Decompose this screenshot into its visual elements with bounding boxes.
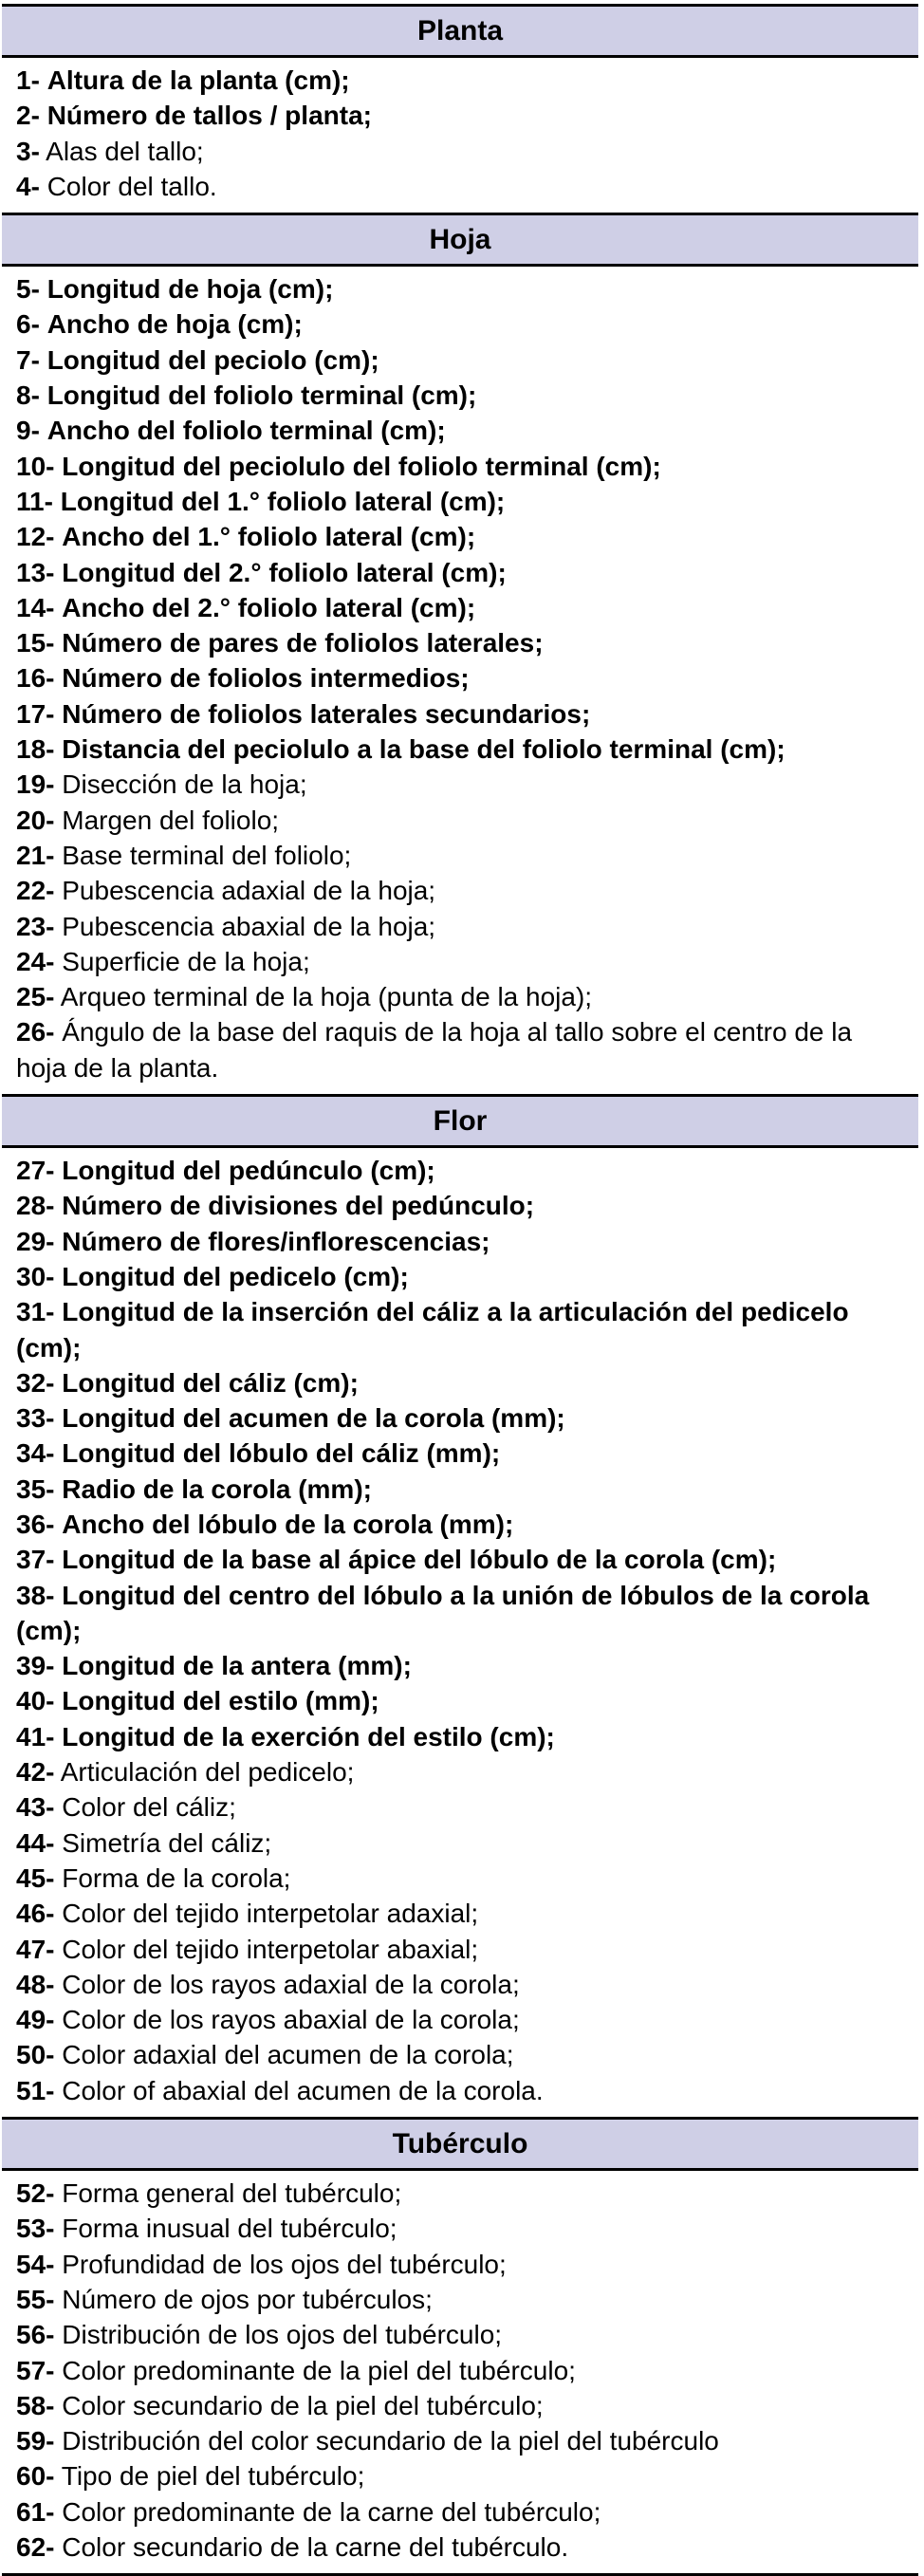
item-number: 61- bbox=[16, 2496, 55, 2527]
item-text: Superficie de la hoja; bbox=[62, 946, 310, 976]
item-number: 53- bbox=[16, 2214, 55, 2244]
item-number: 49- bbox=[16, 2005, 55, 2035]
list-item bbox=[16, 306, 918, 342]
item-text: Longitud del pedicelo (cm); bbox=[62, 1261, 409, 1291]
list-item bbox=[16, 1648, 918, 1683]
item-number: 26- bbox=[16, 1017, 55, 1047]
item-list bbox=[2, 1148, 918, 2117]
list-item bbox=[16, 1825, 918, 1861]
list-item bbox=[16, 555, 918, 590]
item-text: Articulación del pedicelo; bbox=[60, 1757, 355, 1788]
list-item bbox=[16, 1719, 918, 1754]
list-item bbox=[16, 660, 918, 695]
item-text: Número de divisiones del pedúnculo; bbox=[62, 1191, 535, 1221]
item-text: Forma general del tubérculo; bbox=[62, 2178, 402, 2209]
item-text: Ancho del foliolo terminal (cm); bbox=[46, 416, 446, 446]
item-text: Longitud del 1.° foliolo lateral (cm); bbox=[60, 486, 506, 516]
list-item bbox=[16, 838, 918, 873]
list-item bbox=[16, 909, 918, 944]
item-text: Altura de la planta (cm); bbox=[46, 65, 350, 95]
section-tubérculo bbox=[2, 2117, 918, 2573]
list-item bbox=[16, 2317, 918, 2352]
list-item bbox=[16, 2530, 918, 2565]
item-number: 38- bbox=[16, 1580, 55, 1610]
item-number: 58- bbox=[16, 2390, 55, 2420]
item-number: 14- bbox=[16, 592, 55, 622]
item-text: Distancia del peciolulo a la base del foliolo terminal (cm); bbox=[62, 734, 785, 765]
item-text: Color de los rayos adaxial de la corola; bbox=[62, 1969, 520, 1999]
item-number: 28- bbox=[16, 1191, 55, 1221]
item-number: 24- bbox=[16, 946, 55, 976]
item-text: Color predominante de la piel del tubérculo; bbox=[62, 2355, 576, 2385]
item-text: Longitud de la inserción del cáliz a la articulación del pedicelo (cm); bbox=[16, 1297, 849, 1362]
item-number: 5- bbox=[16, 274, 40, 305]
item-number: 11- bbox=[16, 486, 53, 516]
list-item bbox=[16, 2423, 918, 2458]
item-text: Color del cáliz; bbox=[62, 1792, 236, 1823]
item-text: Longitud del peciolulo del foliolo terminal (cm); bbox=[62, 451, 661, 481]
item-text: Margen del foliolo; bbox=[62, 805, 280, 835]
list-item bbox=[16, 2176, 918, 2211]
item-text: Longitud del cáliz (cm); bbox=[62, 1367, 359, 1398]
item-text: Ancho de hoja (cm); bbox=[46, 309, 303, 340]
list-item bbox=[16, 873, 918, 908]
list-item bbox=[16, 378, 918, 413]
item-number: 17- bbox=[16, 698, 55, 729]
section-header: Flor bbox=[2, 1094, 918, 1148]
list-item bbox=[16, 169, 918, 204]
list-item bbox=[16, 732, 918, 767]
list-item bbox=[16, 944, 918, 979]
list-item bbox=[16, 1507, 918, 1542]
list-item bbox=[16, 98, 918, 133]
item-text: Color del tejido interpetolar adaxial; bbox=[62, 1899, 479, 1929]
list-item bbox=[16, 2458, 918, 2493]
item-text: Número de ojos por tubérculos; bbox=[62, 2284, 433, 2314]
list-item bbox=[16, 1861, 918, 1896]
item-text: Longitud de la exerción del estilo (cm); bbox=[62, 1721, 555, 1751]
item-text: Ángulo de la base del raquis de la hoja al tallo sobre el centro de la hoja de la planta. bbox=[16, 1017, 853, 1083]
item-number: 27- bbox=[16, 1156, 55, 1186]
item-number: 37- bbox=[16, 1545, 55, 1575]
item-number: 60- bbox=[16, 2461, 55, 2492]
item-number: 4- bbox=[16, 171, 40, 201]
list-item bbox=[16, 484, 918, 519]
item-number: 46- bbox=[16, 1899, 55, 1929]
list-item bbox=[16, 519, 918, 554]
item-text: Longitud de la antera (mm); bbox=[62, 1651, 412, 1681]
list-item bbox=[16, 1436, 918, 1471]
item-text: Pubescencia abaxial de la hoja; bbox=[62, 911, 436, 941]
item-text: Color of abaxial del acumen de la corola. bbox=[62, 2075, 544, 2105]
list-item bbox=[16, 63, 918, 98]
item-text: Número de tallos / planta; bbox=[46, 101, 372, 131]
item-text: Longitud del foliolo terminal (cm); bbox=[46, 380, 477, 411]
item-number: 45- bbox=[16, 1863, 55, 1893]
item-number: 59- bbox=[16, 2426, 55, 2456]
list-item bbox=[16, 1014, 918, 1085]
list-item bbox=[16, 1188, 918, 1223]
item-text: Número de foliolos intermedios; bbox=[62, 663, 470, 694]
list-item bbox=[16, 2353, 918, 2388]
item-list bbox=[2, 58, 918, 213]
item-text: Longitud del peciolo (cm); bbox=[46, 344, 379, 375]
item-text: Longitud del pedúnculo (cm); bbox=[62, 1156, 435, 1186]
item-text: Forma de la corola; bbox=[62, 1863, 291, 1893]
item-text: Color del tejido interpetolar abaxial; bbox=[62, 1934, 479, 1964]
list-item bbox=[16, 343, 918, 378]
item-number: 2- bbox=[16, 101, 40, 131]
item-text: Base terminal del foliolo; bbox=[62, 840, 352, 870]
list-item bbox=[16, 2247, 918, 2282]
list-item bbox=[16, 1294, 918, 1365]
list-item bbox=[16, 134, 918, 169]
item-number: 47- bbox=[16, 1934, 55, 1964]
list-item bbox=[16, 2494, 918, 2530]
item-number: 34- bbox=[16, 1438, 55, 1469]
item-number: 3- bbox=[16, 136, 40, 166]
item-text: Color del tallo. bbox=[46, 171, 217, 201]
list-item bbox=[16, 2037, 918, 2072]
list-item bbox=[16, 2282, 918, 2317]
item-number: 56- bbox=[16, 2320, 55, 2350]
item-text: Radio de la corola (mm); bbox=[62, 1473, 372, 1504]
item-number: 22- bbox=[16, 876, 55, 906]
item-text: Arqueo terminal de la hoja (punta de la hoja); bbox=[60, 982, 593, 1012]
item-number: 19- bbox=[16, 769, 55, 800]
list-item bbox=[16, 1578, 918, 1649]
item-number: 51- bbox=[16, 2075, 55, 2105]
list-item bbox=[16, 2211, 918, 2246]
list-item bbox=[16, 2073, 918, 2108]
list-item bbox=[16, 1153, 918, 1188]
list-item bbox=[16, 1683, 918, 1718]
item-number: 50- bbox=[16, 2040, 55, 2070]
item-text: Longitud del acumen de la corola (mm); bbox=[62, 1403, 565, 1434]
item-text: Forma inusual del tubérculo; bbox=[62, 2214, 397, 2244]
item-number: 9- bbox=[16, 416, 40, 446]
item-number: 32- bbox=[16, 1367, 55, 1398]
item-text: Profundidad de los ojos del tubérculo; bbox=[62, 2249, 507, 2279]
item-number: 15- bbox=[16, 628, 55, 658]
item-text: Distribución del color secundario de la piel del tubérculo bbox=[62, 2426, 719, 2456]
item-text: Ancho del 2.° foliolo lateral (cm); bbox=[62, 592, 476, 622]
list-item bbox=[16, 1967, 918, 2002]
list-item bbox=[16, 2002, 918, 2037]
list-item bbox=[16, 1400, 918, 1436]
item-text: Color predominante de la carne del tubérculo; bbox=[62, 2496, 601, 2527]
item-text: Número de foliolos laterales secundarios; bbox=[62, 698, 591, 729]
item-text: Número de flores/inflorescencias; bbox=[62, 1226, 490, 1256]
item-number: 48- bbox=[16, 1969, 55, 1999]
item-text: Color secundario de la piel del tubérculo; bbox=[62, 2390, 544, 2420]
item-text: Longitud del lóbulo del cáliz (mm); bbox=[62, 1438, 501, 1469]
list-item bbox=[16, 1259, 918, 1294]
table-body bbox=[2, 4, 918, 2573]
item-text: Pubescencia adaxial de la hoja; bbox=[62, 876, 436, 906]
item-number: 12- bbox=[16, 522, 55, 552]
item-number: 42- bbox=[16, 1757, 55, 1788]
item-text: Color de los rayos abaxial de la corola; bbox=[62, 2005, 520, 2035]
list-item bbox=[16, 625, 918, 660]
item-text: Alas del tallo; bbox=[46, 136, 204, 166]
item-number: 41- bbox=[16, 1721, 55, 1751]
item-number: 31- bbox=[16, 1297, 55, 1327]
item-text: Disección de la hoja; bbox=[62, 769, 307, 800]
item-number: 20- bbox=[16, 805, 55, 835]
item-list bbox=[2, 2171, 918, 2573]
section-header: Planta bbox=[2, 4, 918, 58]
item-text: Ancho del 1.° foliolo lateral (cm); bbox=[62, 522, 476, 552]
item-number: 23- bbox=[16, 911, 55, 941]
list-item bbox=[16, 767, 918, 802]
item-text: Longitud de hoja (cm); bbox=[46, 274, 334, 305]
list-item bbox=[16, 271, 918, 306]
item-number: 16- bbox=[16, 663, 55, 694]
item-number: 8- bbox=[16, 380, 40, 411]
item-number: 40- bbox=[16, 1686, 55, 1716]
list-item bbox=[16, 2388, 918, 2423]
item-number: 44- bbox=[16, 1827, 55, 1858]
item-number: 25- bbox=[16, 982, 55, 1012]
list-item bbox=[16, 1224, 918, 1259]
item-number: 62- bbox=[16, 2532, 55, 2562]
item-text: Distribución de los ojos del tubérculo; bbox=[62, 2320, 503, 2350]
item-number: 35- bbox=[16, 1473, 55, 1504]
descriptor-table bbox=[2, 4, 918, 2576]
list-item bbox=[16, 1789, 918, 1825]
item-number: 33- bbox=[16, 1403, 55, 1434]
item-number: 6- bbox=[16, 309, 40, 340]
item-text: Color adaxial del acumen de la corola; bbox=[62, 2040, 514, 2070]
item-list bbox=[2, 267, 918, 1094]
list-item bbox=[16, 979, 918, 1014]
section-planta bbox=[2, 4, 918, 213]
item-number: 43- bbox=[16, 1792, 55, 1823]
list-item bbox=[16, 1932, 918, 1967]
item-number: 36- bbox=[16, 1509, 55, 1539]
item-text: Número de pares de foliolos laterales; bbox=[62, 628, 544, 658]
list-item bbox=[16, 590, 918, 625]
item-number: 30- bbox=[16, 1261, 55, 1291]
item-text: Longitud del 2.° foliolo lateral (cm); bbox=[62, 557, 507, 587]
item-number: 21- bbox=[16, 840, 55, 870]
item-number: 1- bbox=[16, 65, 40, 95]
item-number: 55- bbox=[16, 2284, 55, 2314]
item-number: 10- bbox=[16, 451, 55, 481]
list-item bbox=[16, 1542, 918, 1577]
item-text: Ancho del lóbulo de la corola (mm); bbox=[62, 1509, 514, 1539]
list-item bbox=[16, 1365, 918, 1400]
item-number: 52- bbox=[16, 2178, 55, 2209]
list-item bbox=[16, 413, 918, 448]
section-header: Tubérculo bbox=[2, 2117, 918, 2171]
item-text: Simetría del cáliz; bbox=[62, 1827, 272, 1858]
item-number: 18- bbox=[16, 734, 55, 765]
item-text: Longitud del centro del lóbulo a la unión de lóbulos de la corola (cm); bbox=[16, 1580, 870, 1645]
item-number: 29- bbox=[16, 1226, 55, 1256]
item-text: Tipo de piel del tubérculo; bbox=[61, 2461, 365, 2492]
item-number: 39- bbox=[16, 1651, 55, 1681]
section-hoja bbox=[2, 213, 918, 1094]
list-item bbox=[16, 1896, 918, 1931]
item-number: 57- bbox=[16, 2355, 55, 2385]
list-item bbox=[16, 696, 918, 732]
list-item bbox=[16, 803, 918, 838]
item-text: Longitud de la base al ápice del lóbulo de la corola (cm); bbox=[62, 1545, 777, 1575]
section-header: Hoja bbox=[2, 213, 918, 267]
item-text: Longitud del estilo (mm); bbox=[62, 1686, 379, 1716]
item-number: 7- bbox=[16, 344, 40, 375]
list-item bbox=[16, 1472, 918, 1507]
section-flor bbox=[2, 1094, 918, 2117]
item-number: 13- bbox=[16, 557, 55, 587]
list-item bbox=[16, 449, 918, 484]
list-item bbox=[16, 1754, 918, 1789]
item-number: 54- bbox=[16, 2249, 55, 2279]
item-text: Color secundario de la carne del tubérculo. bbox=[62, 2532, 569, 2562]
